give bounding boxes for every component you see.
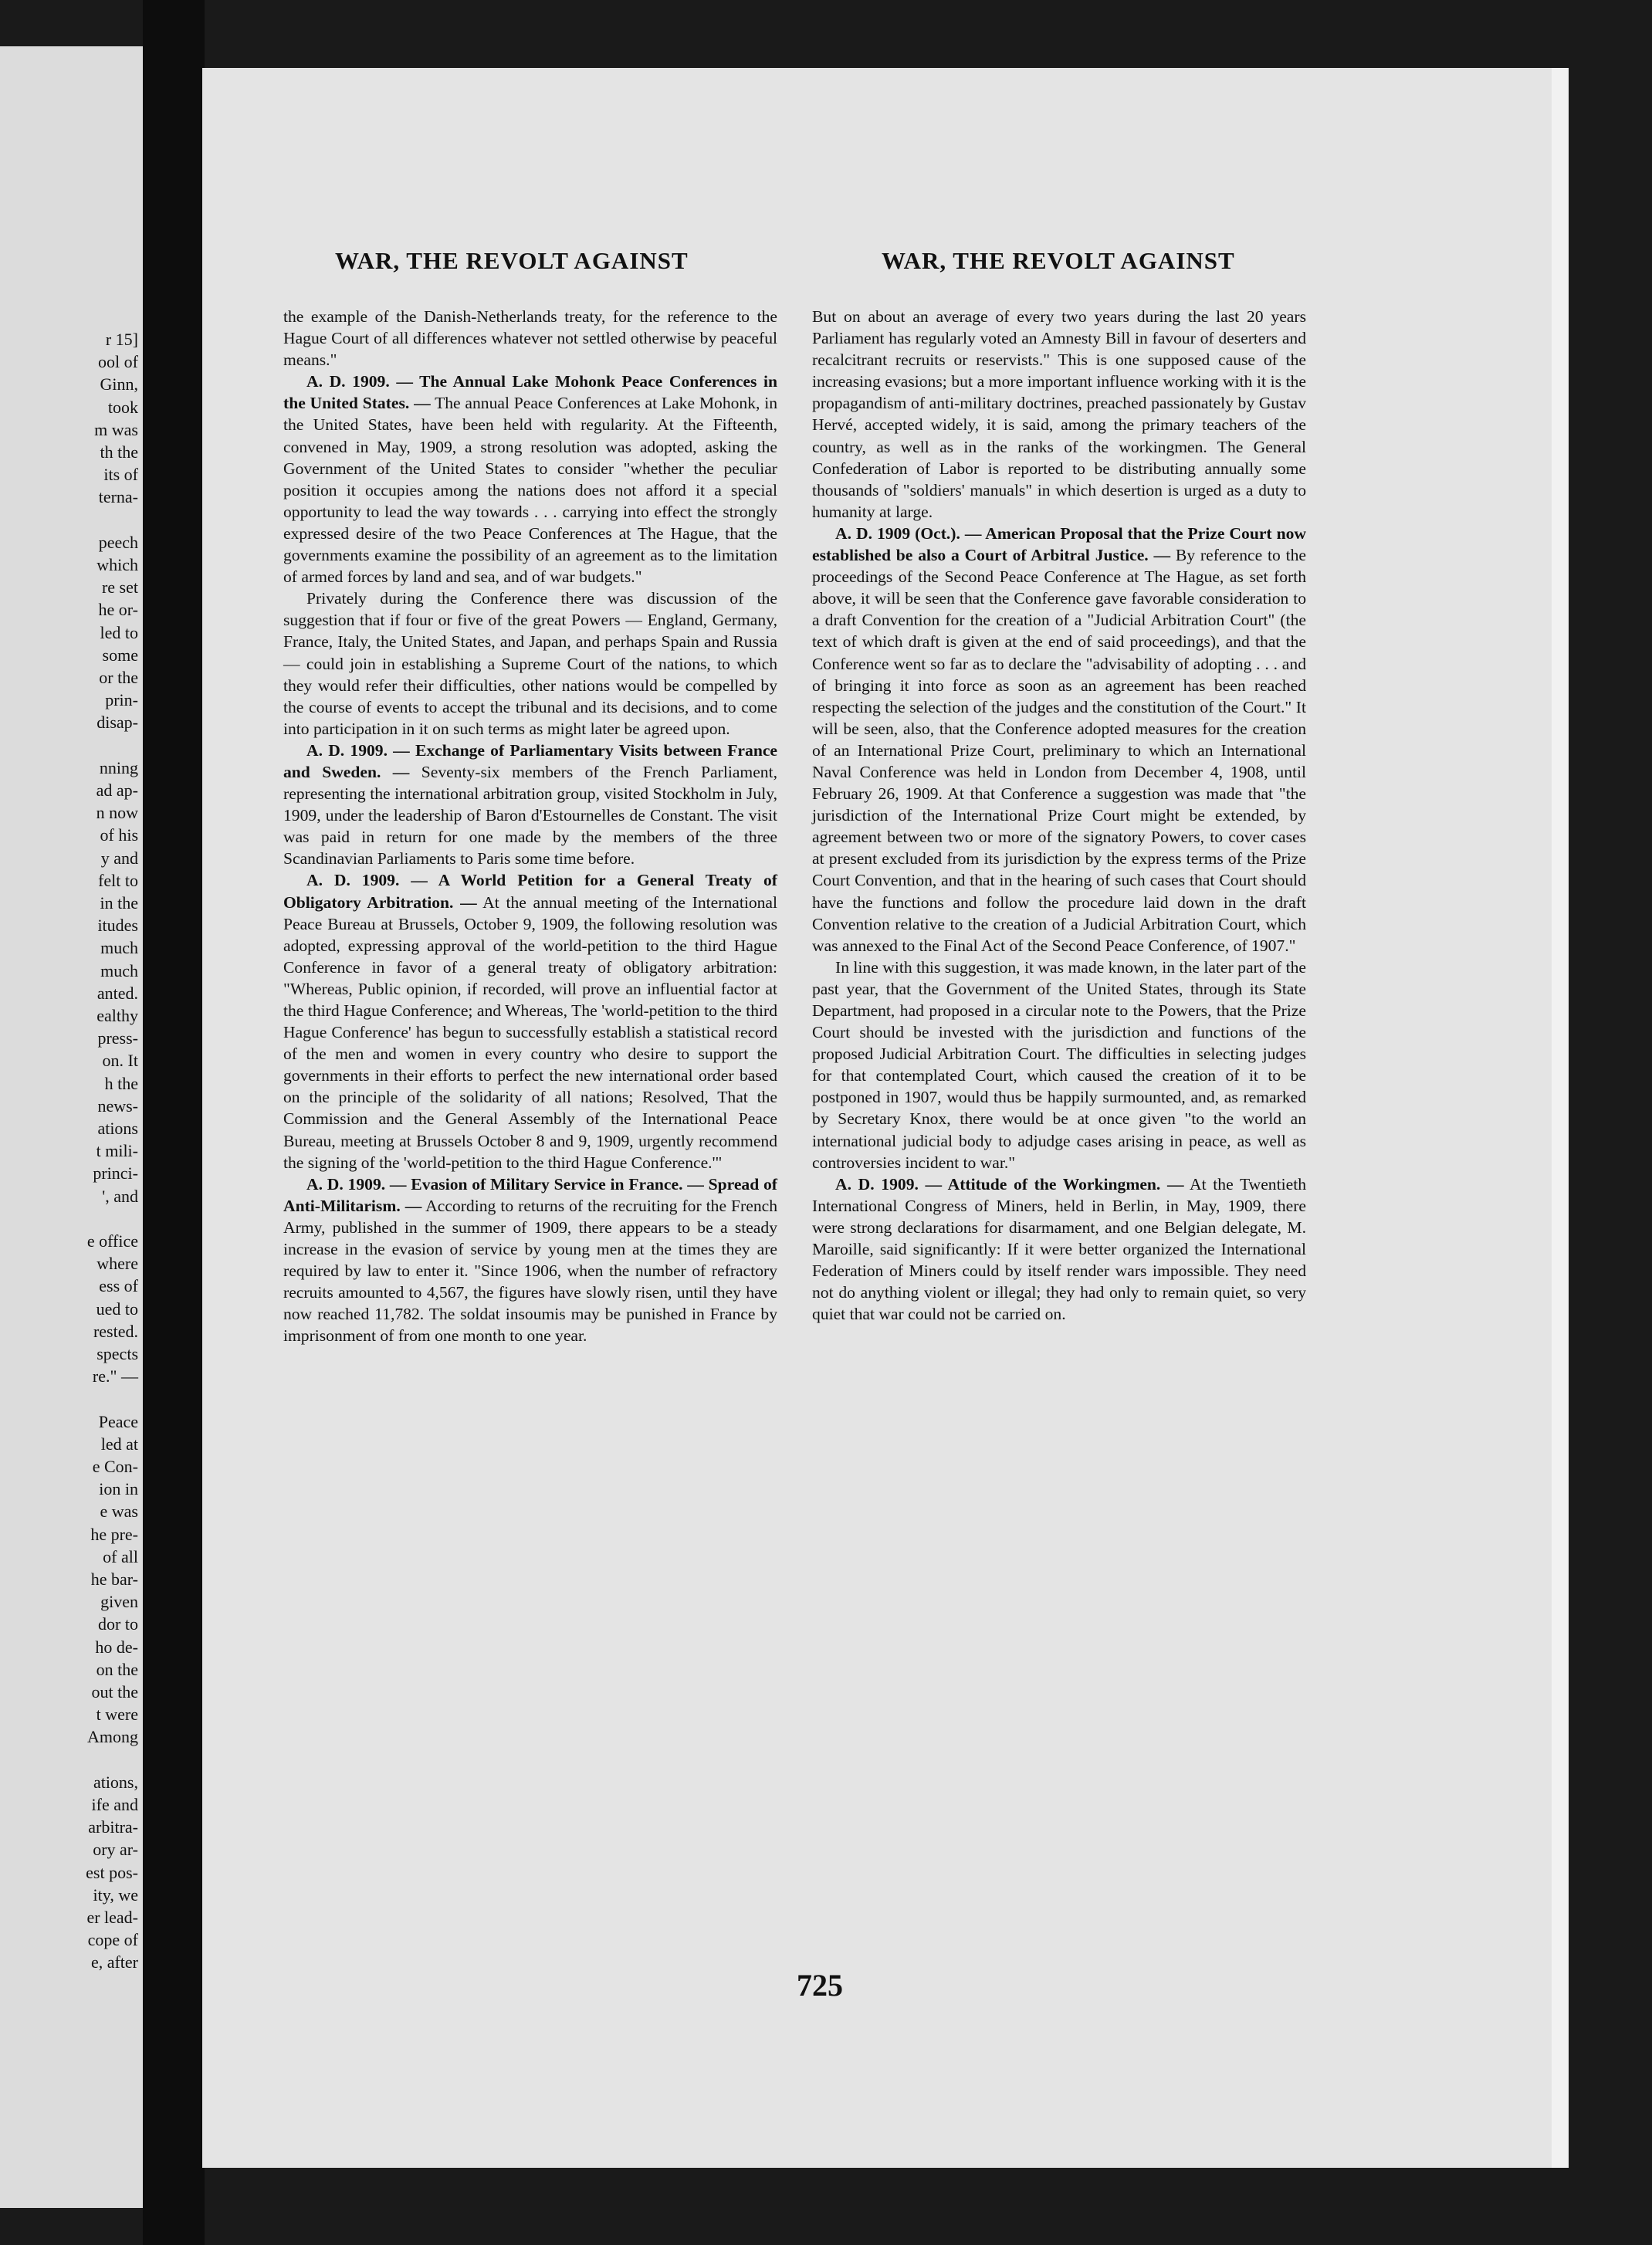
previous-page-strip [0, 46, 143, 2208]
previous-page-fragment: ess of [99, 1276, 138, 1296]
entry-paragraph [283, 869, 777, 1173]
previous-page-fragment: ool of [98, 352, 138, 372]
entry-paragraph [812, 1173, 1306, 1326]
previous-page-fragment: in the [100, 893, 138, 913]
previous-page-fragment: on the [96, 1659, 138, 1679]
paragraph-text: In line with this suggestion, it was made known, in the later part of the past year, that the Government of the United States, through its State Department, had proposed in a circular note to the Powers, that the Prize Court should be invested with the jurisdiction and functions of the proposed Judicial Arbitration Court. The difficulties in selecting judges for that contemplated Court, which caused the creation of it to be postponed in 1907, would thus be happily surmounted, and, as remarked by Secretary Knox, there would be at once given "to the world an international judicial body to adjudge cases arising in peace, as well as controversies incident to war." [812, 957, 1306, 1172]
previous-page-fragment: disap- [96, 713, 138, 733]
entry-paragraph [283, 371, 777, 587]
previous-page-fragment: ued to [96, 1299, 138, 1319]
previous-page-fragment: or the [99, 668, 138, 687]
previous-page-fragment: h the [104, 1073, 138, 1093]
entry-paragraph [283, 740, 777, 870]
previous-page-fragment: which [96, 555, 138, 574]
previous-page-fragment: anted. [96, 983, 138, 1003]
previous-page-fragment: est pos- [86, 1862, 138, 1882]
paragraph-text: Seventy-six members of the French Parliament, representing the international arbitration group, visited Stockholm in July, 1909, under the leadership of Baron d'Estournelles de Constant. The visit was paid in return for one made by the members of the three Scandinavian Parliaments to Paris some time before. [283, 762, 777, 869]
paragraph-text: By reference to the proceedings of the Second Peace Conference at The Hague, as set forth above, it will be seen that the Conference gave favorable consideration to a draft Convention for the creation of a "Judicial Arbitration Court" (the text of which draft is given at the end of said proceedings), and that the Conference went so far as to declare the "advisability of adopting . . . and of bringing it into force as soon as an agreement has been reached respecting the selection of the judges and the constitution of the Court." It will be seen, also, that the Conference adopted measures for the creation of an International Prize Court, preliminary to which an International Naval Conference was held in London from December 4, 1908, until February 26, 1909. At that Conference a suggestion was made that "the jurisdiction of the International Prize Court might be extended, by agreement between two or more of the signatory Powers, to cover cases at present excluded from its jurisdiction by the express terms of the Prize Court Convention, and that in the hearing of such cases that Court should have the functions and follow the procedure laid down in the draft Convention relative to the creation of a Judicial Arbitration Court, which was annexed to the Final Act of the Second Peace Conference, of 1907." [812, 546, 1307, 955]
previous-page-fragment: news- [97, 1095, 138, 1116]
previous-page-fragment: dor to [98, 1614, 138, 1634]
previous-page-fragment: e Con- [92, 1457, 138, 1476]
previous-page-fragment: led at [100, 1434, 138, 1454]
paragraph-text: According to returns of the recruiting for the French Army, published in the summer of 1909, there appears to be a steady increase in the evasion of service by young men at the times they are required by law to enter it. "Since 1906, when the number of refractory recruits amounted to 4,567, the figures have slowly risen, until they have now reached 11,782. The soldat insoumis may be punished in France by imprisonment of from one month to one year. [283, 1196, 778, 1346]
paragraph-text: Privately during the Conference there was discussion of the suggestion that if four or five of the great Powers — England, Germany, France, Italy, the United States, and Japan, and perhaps Spain and Russia — could join in establishing a Supreme Court of the nations, to which they would refer their difficulties, other nations would be compelled by the course of events to accept the tribunal and its decisions, and to come into participation in it on such terms as might later be agreed upon. [283, 589, 777, 738]
previous-page-fragment: t mili- [96, 1141, 138, 1161]
previous-page-fragment: ho de- [95, 1637, 138, 1657]
left-column [283, 306, 777, 1347]
previous-page-fragment: ad ap- [96, 781, 138, 800]
entry-heading: A. D. 1909. — The Annual Lake Mohonk Peace Conferences in the United States. — [283, 372, 777, 413]
page [202, 68, 1569, 2168]
previous-page-fragment: ealthy [96, 1006, 138, 1025]
page-number: 725 [797, 1968, 843, 2003]
book-gutter [143, 0, 205, 2245]
previous-page-fragment: of his [100, 825, 138, 845]
previous-page-fragment: led to [100, 622, 138, 642]
previous-page-fragment: er lead- [86, 1908, 138, 1927]
previous-page-fragment: e, after [90, 1952, 138, 1972]
previous-page-fragment: took [107, 397, 138, 417]
previous-page-fragment: Ginn, [100, 374, 138, 394]
previous-page-fragment: ations, [93, 1772, 138, 1792]
previous-page-fragment: princi- [93, 1163, 138, 1183]
previous-page-fragment: n now [96, 803, 138, 823]
previous-page-fragment: he pre- [90, 1524, 138, 1544]
previous-page-fragment: he bar- [90, 1569, 138, 1589]
previous-page-fragment: much [100, 960, 138, 980]
previous-page-fragment: re." — [92, 1366, 138, 1387]
previous-page-fragment: rested. [93, 1321, 138, 1341]
right-column [812, 306, 1306, 1325]
previous-page-fragment: prin- [105, 690, 138, 710]
previous-page-fragment: some [102, 645, 138, 665]
entry-heading: A. D. 1909. — A World Petition for a General Treaty of Obligatory Arbitration. — [283, 871, 777, 912]
previous-page-fragment: spects [96, 1344, 138, 1363]
previous-page-fragment: its of [103, 465, 138, 485]
body-paragraph [812, 957, 1306, 1173]
previous-page-fragment: terna- [98, 487, 138, 507]
entry-heading: A. D. 1909. — Evasion of Military Service in France. — Spread of Anti-Militarism. — [283, 1174, 777, 1215]
previous-page-fragment: ations [97, 1119, 138, 1138]
previous-page-fragment: Among [87, 1727, 138, 1747]
body-paragraph [283, 587, 777, 740]
previous-page-fragment: arbitra- [88, 1817, 138, 1837]
body-paragraph [812, 306, 1306, 523]
paragraph-text: But on about an average of every two years during the last 20 years Parliament has regularly voted an Amnesty Bill in favour of deserters and recalcitrant recruits or reservists." This is one supposed cause of the increasing evasions; but a more important influence working with it is the propagandism of anti-military doctrines, preached passionately by Gustav Hervé, accepted widely, it is said, among the primary teachers of the country, as well as in the ranks of the workingmen. The General Confederation of Labor is reported to be distributing annually some thousands of "soldiers' manuals" in which desertion is urged as a duty to humanity at large. [812, 307, 1306, 521]
previous-page-fragment: out the [91, 1682, 138, 1702]
previous-page-fragment: th the [100, 442, 138, 462]
entry-heading: A. D. 1909 (Oct.). — American Proposal that the Prize Court now established be also a Court of Arbitral Justice. — [812, 523, 1306, 565]
previous-page-fragment: t were [96, 1705, 138, 1725]
previous-page-fragment: re set [101, 577, 138, 598]
previous-page-fragment: ife and [91, 1795, 138, 1814]
body-paragraph [283, 306, 777, 371]
previous-page-fragment: Peace [98, 1411, 138, 1431]
previous-page-fragment: m was [94, 419, 138, 439]
paragraph-text: At the annual meeting of the International Peace Bureau at Brussels, October 9, 1909, the following resolution was adopted, expressing approval of the world-petition to the third Hague Conference in favor of a general treaty of obligatory arbitration: "Whereas, Public opinion, if recorded, will prove an influential factor at the third Hague Conference; and Whereas, The 'world-petition to the third Hague Conference' has begun to successfully establish a statistical record of the men and women in every country who desire to support the governments in their efforts to perfect the new international order based on the principle of the solidarity of all nations; Resolved, That the Commission and the General Assembly of the International Peace Bureau, meeting at Brussels October 8 and 9, 1909, urgently recommend the signing of the 'world-petition to the third Hague Conference.'" [283, 892, 777, 1172]
previous-page-fragment: where [96, 1254, 138, 1274]
previous-page-fragment: e was [100, 1502, 138, 1522]
previous-page-fragment: of all [103, 1546, 138, 1566]
previous-page-fragment: itudes [97, 916, 138, 936]
previous-page-fragment: nning [99, 757, 138, 777]
running-header-right: WAR, THE REVOLT AGAINST [882, 247, 1235, 274]
entry-paragraph [812, 523, 1306, 957]
previous-page-fragment: cope of [87, 1930, 138, 1950]
running-header-left: WAR, THE REVOLT AGAINST [335, 247, 689, 274]
previous-page-fragment: r 15] [105, 330, 138, 349]
previous-page-fragment: ', and [102, 1186, 138, 1206]
entry-heading: A. D. 1909. — Attitude of the Workingmen. — [835, 1174, 1184, 1194]
previous-page-fragment: felt to [98, 870, 138, 890]
paragraph-text: the example of the Danish-Netherlands treaty, for the reference to the Hague Court of all differences whatever not settled otherwise by peaceful means." [283, 307, 777, 370]
previous-page-fragment: e office [86, 1231, 138, 1251]
previous-page-fragment: ity, we [93, 1884, 138, 1905]
entry-heading: A. D. 1909. — Exchange of Parliamentary Visits between France and Sweden. — [283, 740, 777, 781]
previous-page-fragment: ory ar- [93, 1840, 138, 1860]
previous-page-fragment: he or- [98, 600, 138, 620]
previous-page-fragment: peech [98, 532, 138, 552]
previous-page-fragment: given [100, 1592, 138, 1612]
previous-page-fragment: much [100, 938, 138, 958]
previous-page-fragment: y and [100, 848, 138, 868]
previous-page-fragment: press- [97, 1028, 138, 1048]
entry-paragraph [283, 1173, 777, 1347]
paragraph-text: At the Twentieth International Congress of Miners, held in Berlin, in May, 1909, there were strong declarations for disarmament, and one Belgian delegate, M. Maroille, said significantly: If it were better organized the International Federation of Miners could by itself render wars impossible. They need not do anything violent or illegal; they had only to remain quiet, so very quiet that war could not be carried on. [812, 1174, 1306, 1324]
paragraph-text: The annual Peace Conferences at Lake Mohonk, in the United States, have been held with regularity. At the Fifteenth, convened in May, 1909, a strong resolution was adopted, asking the Government of the United States to consider "whether the peculiar position it occupies among the nations does not afford it a special opportunity to lead the way towards . . . carrying into effect the strongly expressed desire of the two Peace Conferences at The Hague, that the governments examine the possibility of an agreement as to the limitation of armed forces by land and sea, and of war budgets." [283, 394, 777, 587]
previous-page-fragment: on. It [102, 1051, 138, 1071]
previous-page-fragment: ion in [99, 1479, 138, 1499]
